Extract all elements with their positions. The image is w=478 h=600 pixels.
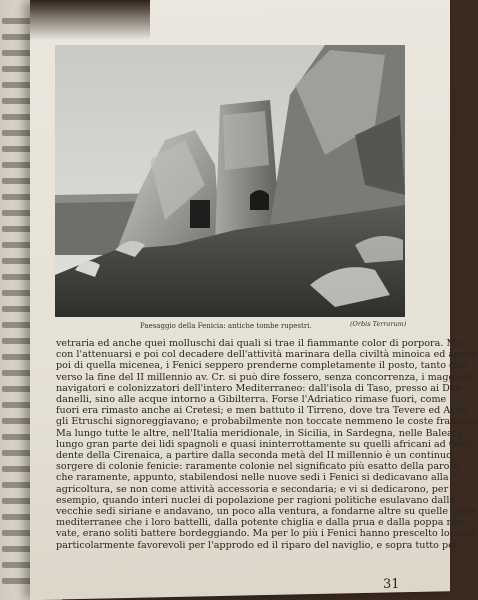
text-line: fuori era rimasto anche ai Cretesi; e men battuto il Tirreno, dove tra Tevere ed Arno <box>56 405 467 417</box>
body-text <box>56 338 478 551</box>
text-line: vate, erano soliti battere bordeggiando. Ma per lo più i Fenici hanno prescelto località <box>56 528 477 540</box>
photo-credit: (Orbis Terrarum) <box>350 320 407 328</box>
text-line: gli Etruschi signoreggiavano; e probabilmente non toccate nemmeno le coste francesi. <box>56 416 478 428</box>
text-line: vecchie sedi siriane e andavano, un poco alla ventura, a fondarne altre su quelle coste <box>56 506 477 518</box>
text-line: con l'attenuarsi e poi col decadere dell'attività marinara della civiltà minoica ed anche <box>56 349 478 361</box>
text-line: dente della Cirenaica, a partire dalla seconda metà del II millennio è un continuo <box>56 450 452 462</box>
text-line: vetraria ed anche quei molluschi dai quali si trae il fiammante color di porpora. Ma <box>56 338 462 349</box>
text-line: esempio, quando interi nuclei di popolazione per ragioni politiche esulavano dalle <box>56 494 456 506</box>
photograph-image <box>55 45 405 317</box>
text-line: lungo gran parte dei lidi spagnoli e quasi ininterrottamente su quelli africani ad Occi- <box>56 438 474 450</box>
background-shadow <box>30 0 150 40</box>
photo-caption: Paesaggio della Fenicia: antiche tombe rupestri. <box>140 322 312 330</box>
text-line: sorgere di colonie fenicie: raramente colonie nel significato più esatto della parola, <box>56 461 462 473</box>
text-line: navigatori e colonizzatori dell'intero Mediterraneo: dall'isola di Taso, presso ai Dar- <box>56 382 464 394</box>
text-line: danelli, sino alle acque intorno a Gibilterra. Forse l'Adriatico rimase fuori, come <box>56 394 447 406</box>
text-line: Ma lungo tutte le altre, nell'Italia meridionale, in Sicilia, in Sardegna, nelle Baleari, <box>56 427 464 439</box>
text-line: verso la fine del II millennio av. Cr. si può dire fossero, senza concorrenza, i maggiori <box>56 371 472 383</box>
text-line: particolarmente favorevoli per l'approdo ed il riparo del naviglio, e sopra tutto per <box>56 539 459 551</box>
page-number: 31 <box>383 577 400 592</box>
text-line: agricoltura, se non come attività accessoria e secondaria; e vi si dedicarono, per <box>56 483 449 495</box>
text-line: poi di quella micenea, i Fenici seppero prenderne completamente il posto, tanto che <box>56 360 467 372</box>
text-line: mediterranee che i loro battelli, dalla potente chiglia e dalla prua e dalla poppa rile- <box>56 517 467 529</box>
text-line: che raramente, appunto, stabilendosi nelle nuove sedi i Fenici si dedicavano alla <box>56 472 449 484</box>
photograph-rock-tombs <box>55 45 405 317</box>
